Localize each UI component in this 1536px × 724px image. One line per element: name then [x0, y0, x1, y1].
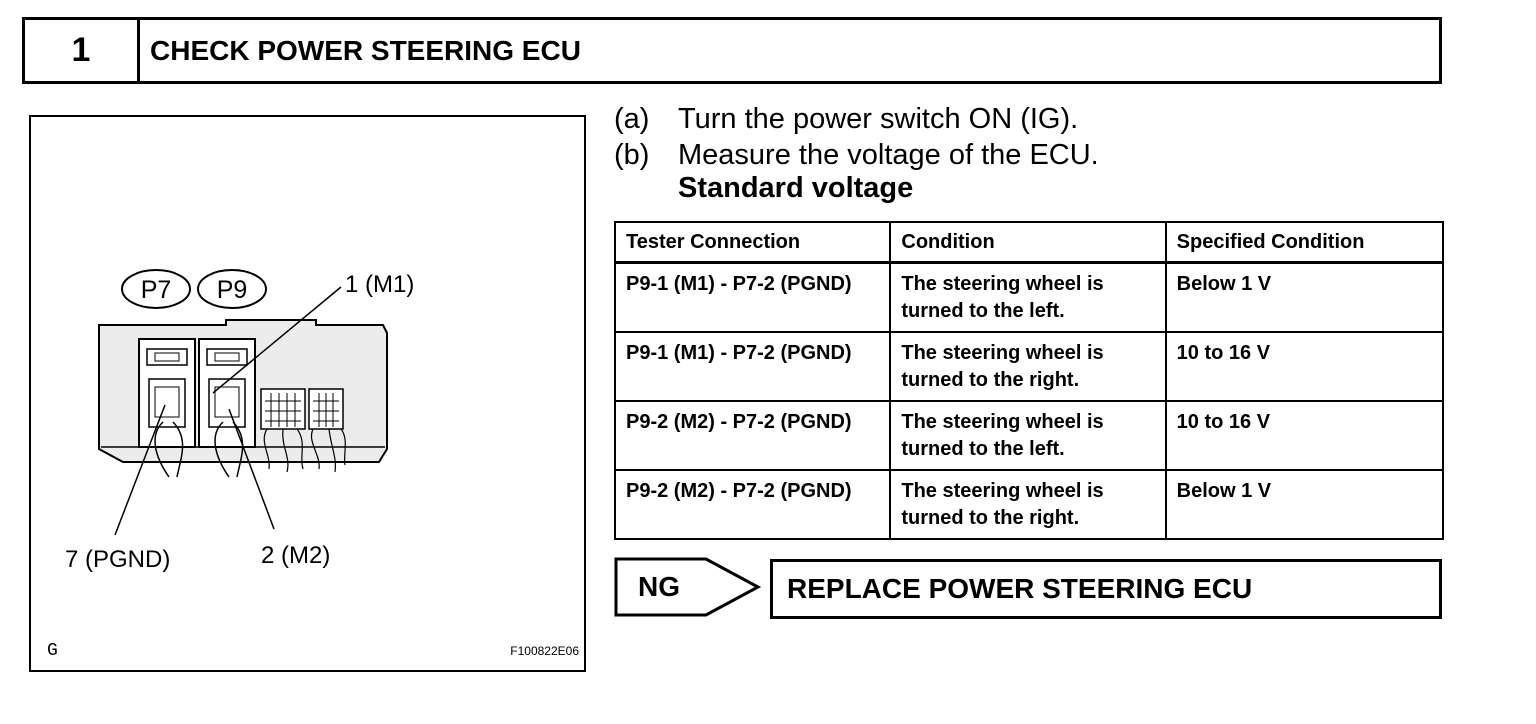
condition-line-2: turned to the right. — [901, 507, 1080, 529]
col-header-condition: Condition — [890, 222, 1165, 263]
cell-condition — [890, 470, 1165, 539]
instruction-a — [614, 101, 1078, 137]
p9-label: P9 — [216, 276, 248, 304]
col-header-specified: Specified Condition — [1166, 222, 1443, 263]
condition-line-1: The steering wheel is — [901, 411, 1104, 433]
instruction-b — [614, 137, 1099, 173]
ng-arrow-shape — [614, 557, 764, 617]
condition-line-1: The steering wheel is — [901, 273, 1104, 295]
step-header — [22, 17, 1442, 84]
cell-connection: P9-2 (M2) - P7-2 (PGND) — [615, 401, 890, 470]
cell-connection: P9-2 (M2) - P7-2 (PGND) — [615, 470, 890, 539]
standard-voltage-heading: Standard voltage — [678, 172, 914, 204]
instruction-a-label: (a) — [614, 103, 650, 135]
p7-label: P7 — [140, 276, 172, 304]
cell-specified: 10 to 16 V — [1166, 401, 1443, 470]
step-title: CHECK POWER STEERING ECU — [150, 34, 581, 66]
condition-line-2: turned to the left. — [901, 300, 1065, 322]
pin-label-pgnd: 7 (PGND) — [65, 546, 171, 573]
cell-connection: P9-1 (M1) - P7-2 (PGND) — [615, 263, 890, 333]
cell-specified: Below 1 V — [1166, 470, 1443, 539]
ng-arrow — [614, 557, 764, 622]
table-row — [615, 401, 1443, 470]
ng-label: NG — [638, 571, 680, 602]
condition-line-2: turned to the right. — [901, 369, 1080, 391]
col-header-connection: Tester Connection — [615, 222, 890, 263]
corner-letter: G — [47, 641, 58, 661]
cell-connection: P9-1 (M1) - P7-2 (PGND) — [615, 332, 890, 401]
cell-condition — [890, 263, 1165, 333]
pin-label-m1: 1 (M1) — [345, 271, 415, 298]
table-header-row — [615, 222, 1443, 263]
ecu-illustration — [31, 117, 588, 674]
figure-code: F100822E06 — [510, 644, 579, 658]
condition-line-1: The steering wheel is — [901, 342, 1104, 364]
cell-condition — [890, 401, 1165, 470]
instruction-b-text: Measure the voltage of the ECU. — [678, 139, 1099, 171]
step-number: 1 — [25, 20, 140, 81]
cell-specified: Below 1 V — [1166, 263, 1443, 333]
instruction-b-label: (b) — [614, 139, 650, 171]
voltage-spec-table — [614, 221, 1444, 540]
table-row — [615, 470, 1443, 539]
instruction-a-text: Turn the power switch ON (IG). — [678, 103, 1079, 135]
ecu-connector-figure — [29, 115, 586, 672]
cell-condition — [890, 332, 1165, 401]
table-row — [615, 263, 1443, 333]
condition-line-1: The steering wheel is — [901, 480, 1104, 502]
replace-action-box: REPLACE POWER STEERING ECU — [770, 559, 1442, 619]
pin-label-m2: 2 (M2) — [261, 542, 331, 569]
cell-specified: 10 to 16 V — [1166, 332, 1443, 401]
condition-line-2: turned to the left. — [901, 438, 1065, 460]
table-row — [615, 332, 1443, 401]
